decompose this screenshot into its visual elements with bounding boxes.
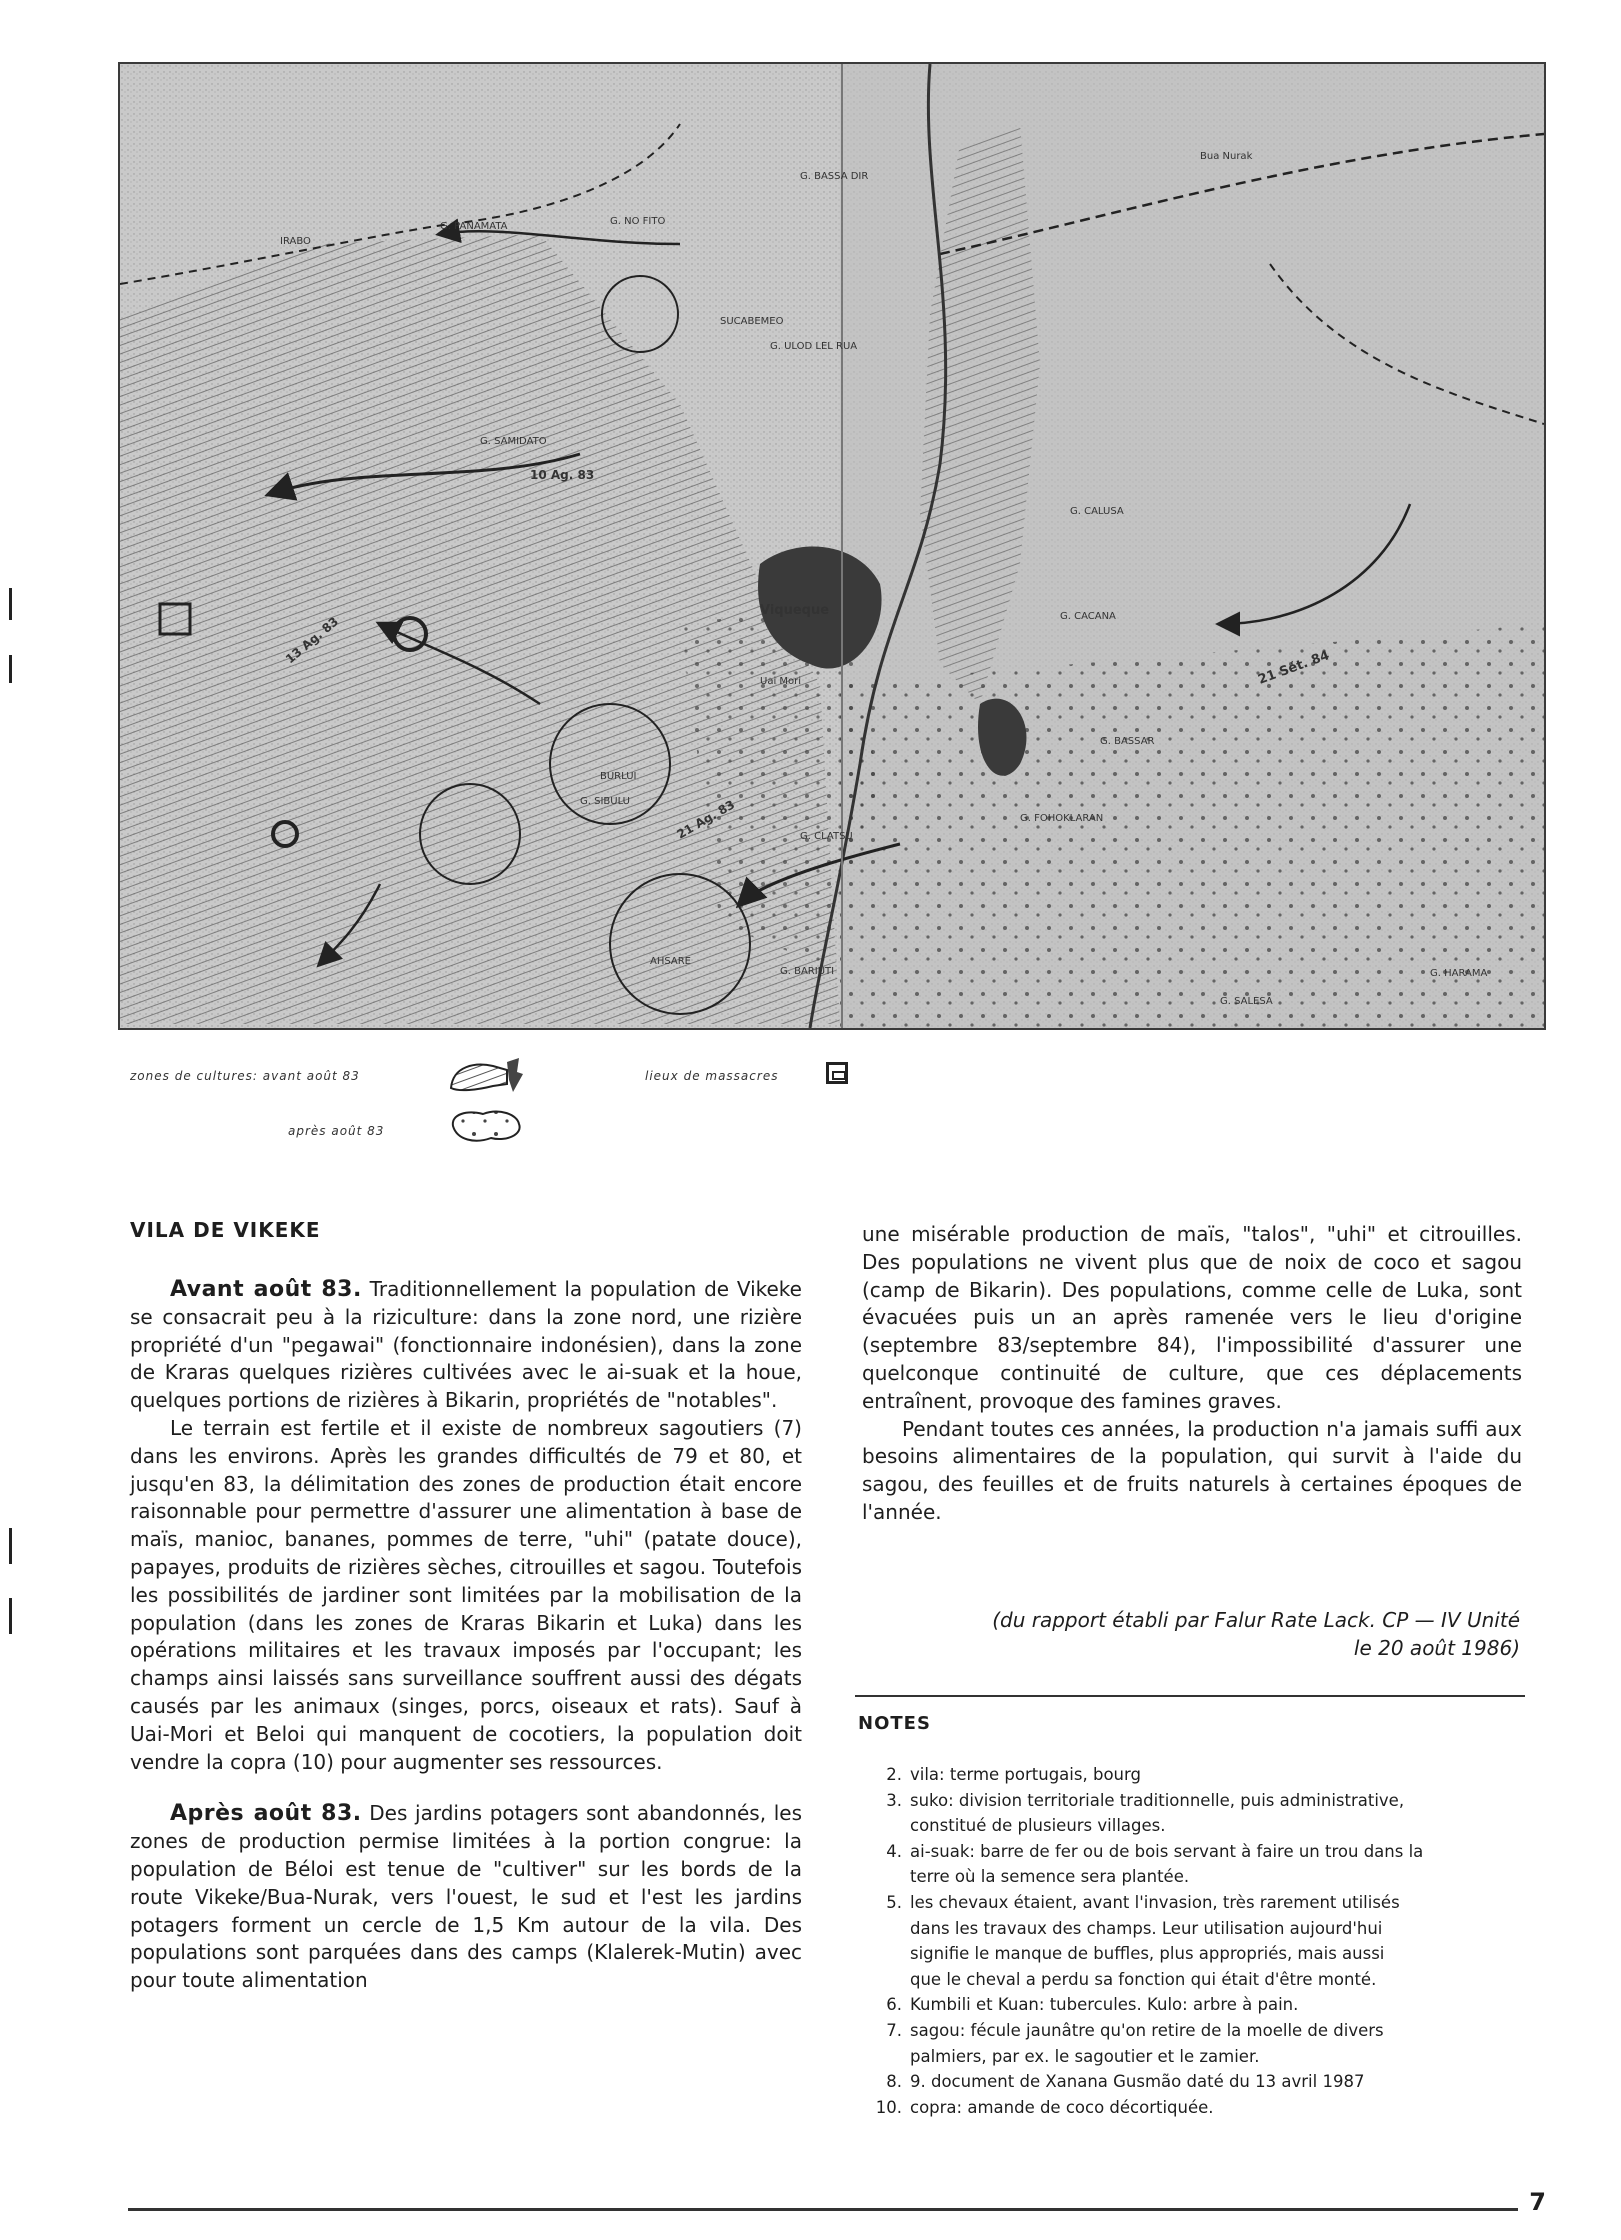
page-number: 7	[1529, 2188, 1546, 2216]
notes-list	[868, 1762, 1538, 2120]
map-label-sucabemeo: SUCABEMEO	[720, 316, 784, 327]
margin-mark-3	[9, 1528, 12, 1564]
map-label-date-4: 21 Sét. 84	[1256, 648, 1332, 688]
paragraph-avant-lead: Avant août 83.	[170, 1277, 362, 1302]
notes-heading: NOTES	[858, 1713, 931, 1734]
article-right-column	[862, 1221, 1522, 1527]
note-item: 7. sagou: fécule jaunâtre qu'on retire de la moelle de divers palmiers, par ex. le sagoutier et le zamier.	[886, 2020, 1384, 2066]
map-label-bassar: G. BASSAR	[1100, 736, 1155, 747]
map-label-viqueque: Viqueque	[760, 603, 830, 618]
map-label-samidato: G. SAMIDATO	[480, 436, 547, 447]
map-drawing	[120, 64, 1544, 1028]
map-label-bua-nurak: Bua Nurak	[1200, 151, 1253, 162]
map-label-date-2: 21 Ag. 83	[674, 797, 738, 842]
map-label-bariuti: G. BARIUTI	[780, 966, 835, 977]
paragraph-pendant: Pendant toutes ces années, la production n'a jamais suffi aux besoins alimentaires de la population, qui survit à l'aide du sagou, des feuilles et de fruits naturels à certaines époques de l'année.	[862, 1416, 1522, 1524]
legend-dotted-symbol	[447, 1106, 527, 1150]
note-item: 10. copra: amande de coco décortiquée.	[875, 2097, 1214, 2117]
legend-massacre-label: lieux de massacres	[645, 1069, 779, 1083]
source-citation	[862, 1606, 1520, 1662]
map-label-uai-mori: Uai Mori	[760, 676, 802, 687]
map-label-clatsu: G. CLATSU	[800, 831, 853, 842]
paragraph-apres	[130, 1800, 802, 1995]
map-label-burlui: BURLUI	[600, 771, 637, 782]
map-label-calusa: G. CALUSA	[1070, 506, 1124, 517]
note-item: 5. les chevaux étaient, avant l'invasion, très rarement utilisés dans les travaux des champs. Leur utilisation aujourd'hui signifie le manque de buffles, plus appropriés, mais aussi que le cheval a perdu sa fonction qui était d'être monté.	[886, 1892, 1400, 1989]
map-label-panamata: G. PANAMATA	[440, 221, 508, 232]
margin-mark-4	[9, 1598, 12, 1634]
note-item: 8. 9. document de Xanana Gusmão daté du 13 avril 1987	[886, 2072, 1365, 2092]
note-item: 6. Kumbili et Kuan: tubercules. Kulo: arbre à pain.	[886, 1995, 1299, 2015]
note-item: 4. ai-suak: barre de fer ou de bois servant à faire un trou dans la terre où la semence sera plantée.	[886, 1841, 1424, 1887]
map-label-fohoklaran: G. FOHOKLARAN	[1020, 813, 1104, 824]
footer-rule	[128, 2208, 1518, 2211]
note-item: 2. vila: terme portugais, bourg	[886, 1765, 1141, 1784]
article-heading: VILA DE VIKEKE	[130, 1218, 321, 1242]
legend-after-label: après août 83	[288, 1124, 385, 1138]
map-label-salesa: G. SALESA	[1220, 996, 1273, 1007]
paragraph-continuation: une misérable production de maïs, "talos", "uhi" et citrouilles. Des populations ne vivent plus que de noix de coco et sagou (camp de Bikarin). Des populations, comme celle de Luka, sont évacuées puis un an après ramenée vers le lieu d'origine (septembre 83/septembre 84), l'impossibilité d'assurer une quelconque continuité de culture, que ces déplacements entraînent, provoque des famines graves.	[862, 1222, 1522, 1413]
paragraph-avant	[130, 1276, 802, 1415]
paragraph-terrain: Le terrain est fertile et il existe de nombreux sagoutiers (7) dans les environs. Après les grandes difficultés de 79 et 80, et jusqu'en 83, la délimitation des zones de production était encore raisonnable pour permettre d'assurer une alimentation à base de maïs, manioc, bananes, pommes de terre, "uhi" (patate douce), papayes, produits de rizières sèches, citrouilles et sagou. Toutefois les possibilités de jardiner sont limitées par la mobilisation de la population (dans les zones de Kraras Bikarin et Luka) dans les opérations militaires et les travaux imposés par l'occupant; les champs ainsi laissés sans surveillance souffrent aussi des dégats causés par les animaux (singes, porcs, oiseaux et rats). Sauf à Uai-Mori et Beloi qui manquent de cocotiers, la population doit vendre la copra (10) pour augmenter ses ressources.	[130, 1415, 802, 1774]
map-label-harama: G. HARAMA	[1430, 968, 1488, 979]
topographic-map	[118, 62, 1546, 1030]
map-label-no-fito: G. NO FITO	[610, 216, 666, 227]
citation-line-1: (du rapport établi par Falur Rate Lack. CP — IV Unité	[992, 1608, 1520, 1632]
map-label-ulod-lel-rua: G. ULOD LEL RUA	[770, 341, 858, 352]
margin-mark-2	[9, 655, 12, 683]
paragraph-avant-text: Traditionnellement la population de Vikeke se consacrait peu à la riziculture: dans la zone nord, une rizière propriété d'un "pegawai" (fonctionnaire indonésien), dans la zone de Kraras quelques rizières cultivées avec le ai-suak et la houe, quelques portions de rizières à Bikarin, propriétés de "notables".	[130, 1277, 802, 1413]
map-label-sibulu: G. SIBULU	[580, 796, 630, 807]
margin-mark-1	[9, 588, 12, 620]
map-label-bassa-dir: G. BASSA DIR	[800, 171, 869, 182]
legend-before-label: zones de cultures: avant août 83	[130, 1069, 360, 1083]
legend-hatched-symbol	[447, 1052, 527, 1100]
article-left-column	[130, 1276, 802, 1995]
citation-line-2: le 20 août 1986)	[1353, 1636, 1520, 1660]
map-label-date-3: 13 Ag. 83	[282, 614, 342, 667]
note-item: 3. suko: division territoriale traditionnelle, puis administrative, constitué de plusieurs villages.	[886, 1790, 1405, 1836]
map-label-cacana: G. CACANA	[1060, 611, 1116, 622]
map-label-irabo: IRABO	[280, 236, 311, 247]
paragraph-apres-lead: Après août 83.	[170, 1801, 362, 1827]
notes-top-rule	[855, 1695, 1525, 1697]
paragraph-apres-text: Des jardins potagers sont abandonnés, les zones de production permise limitées à la portion congrue: la population de Béloi est tenue de "cultiver" sur les bords de la route Vikeke/Bua-Nurak, vers l'ouest, le sud et l'est les jardins potagers forment un cercle de 1,5 Km autour de la vila. Des populations sont parquées dans des camps (Klalerek-Mutin) avec pour toute alimentation	[130, 1801, 802, 1993]
map-label-date-1: 10 Ag. 83	[530, 468, 595, 482]
map-label-ahsare: AHSARE	[650, 956, 692, 967]
massacre-icon	[826, 1062, 848, 1084]
